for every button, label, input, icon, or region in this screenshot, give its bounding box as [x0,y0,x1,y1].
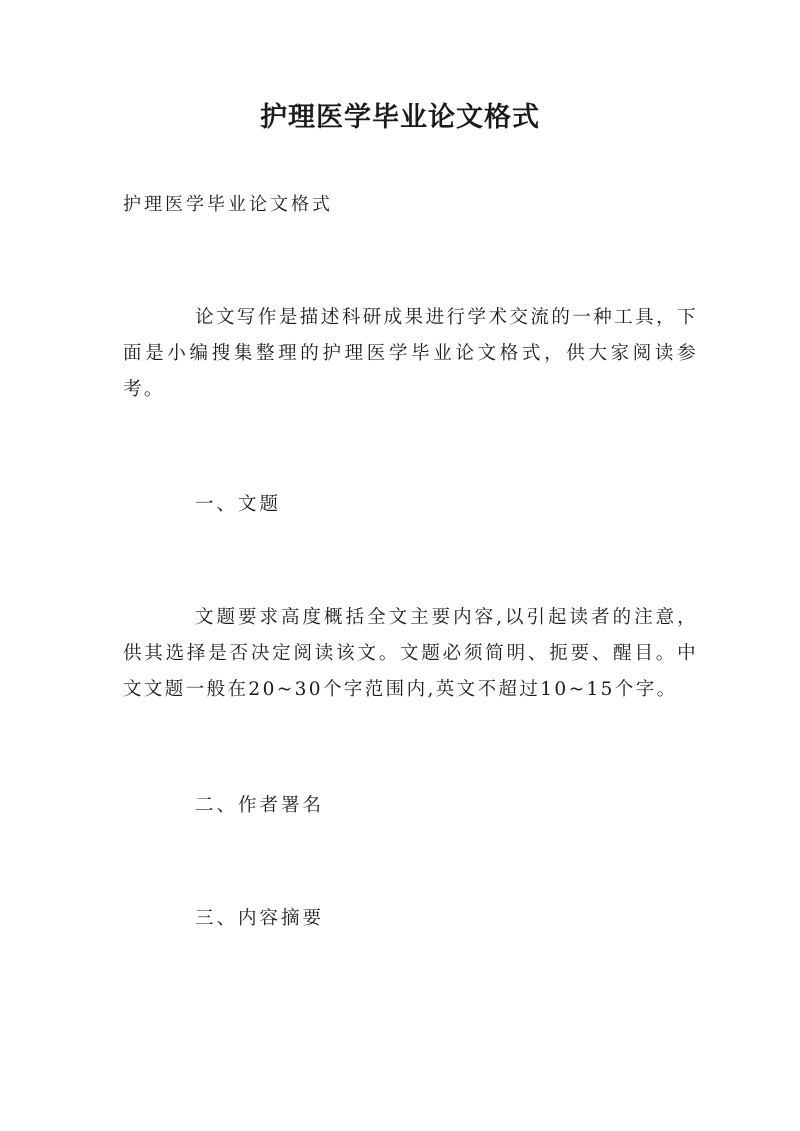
section-body-title: 文题要求高度概括全文主要内容,以引起读者的注意，供其选择是否决定阅读该文。文题必须简明、扼要、醒目。中文文题一般在20~30个字范围内,英文不超过10~15个字。 [123,607,698,700]
document-subtitle: 护理医学毕业论文格式 [123,194,333,215]
section-heading-abstract: 三、内容摘要 [195,908,325,929]
intro-paragraph: 论文写作是描述科研成果进行学术交流的一种工具，下面是小编搜集整理的护理医学毕业论文格式，供大家阅读参考。 [123,307,698,400]
section-heading-title: 一、文题 [195,494,282,515]
section-heading-author: 二、作者署名 [195,795,325,816]
document-title: 护理医学毕业论文格式 [260,102,540,133]
